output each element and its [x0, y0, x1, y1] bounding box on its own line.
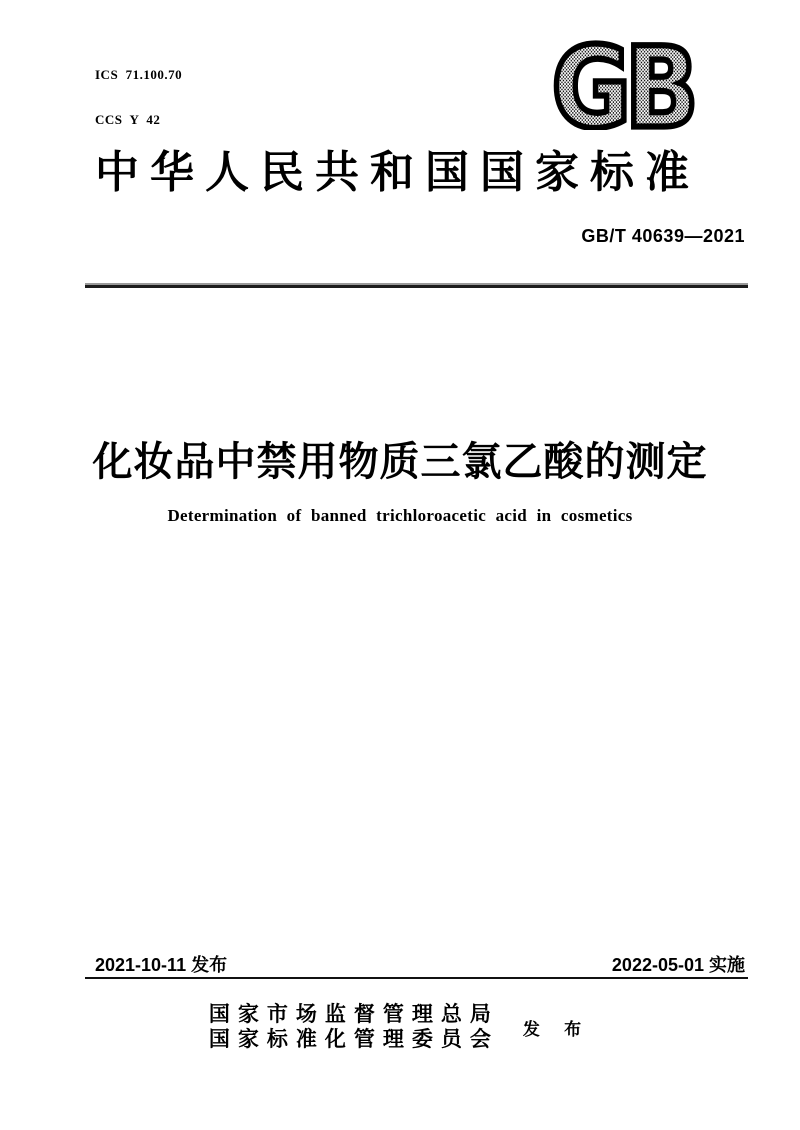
document-title-english: Determination of banned trichloroacetic acid in cosmetics: [167, 506, 633, 525]
publish-label: 发 布: [522, 1019, 592, 1039]
classification-codes: [95, 37, 182, 157]
document-title-chinese: 化妆品中禁用物质三氯乙酸的测定: [92, 440, 708, 484]
ics-code: ICS 71.100.70: [95, 67, 183, 82]
issuer-line-2: 国家标准化管理委员会: [208, 1027, 499, 1051]
implementation-date: 2022-05-01 实施: [611, 955, 745, 975]
gb-logo-letters: GB: [551, 40, 693, 130]
ccs-code: CCS Y 42: [95, 112, 161, 127]
footer-divider-line: [85, 977, 748, 979]
issuer-line-1: 国家市场监督管理总局: [208, 1002, 499, 1026]
issue-date: 2021-10-11 发布: [95, 955, 228, 975]
gb-logo-icon: [544, 40, 700, 130]
publisher-block: [0, 1002, 800, 1052]
standard-code: GB/T 40639—2021: [581, 226, 745, 246]
date-row: [95, 951, 745, 977]
header-divider-line: [85, 285, 748, 288]
national-standard-title: 中华人民共和国国家标准: [95, 148, 700, 197]
issuing-bodies: [209, 1002, 499, 1052]
